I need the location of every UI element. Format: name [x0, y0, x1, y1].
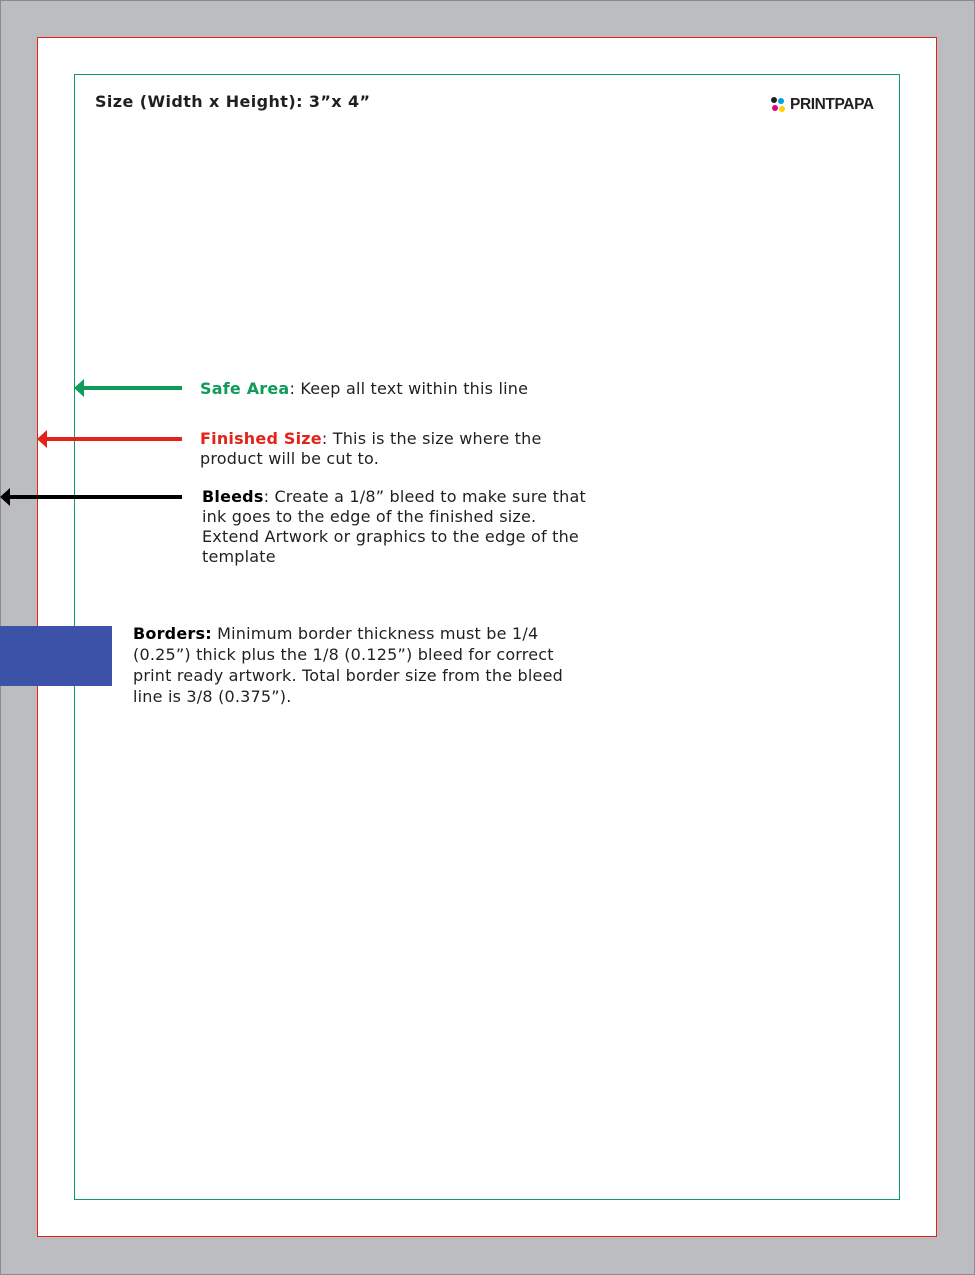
border-thickness-swatch [0, 626, 112, 686]
borders-key: Borders: [133, 624, 212, 643]
bleeds-note [202, 487, 592, 567]
finished-size-text: : This is the size where the product will be cut to. [200, 429, 542, 468]
borders-note [133, 623, 588, 707]
finished-size-arrow [37, 429, 184, 449]
bleeds-text: : Create a 1/8” bleed to make sure that ink goes to the edge of the finished size. Extend Artwork or graphics to the edge of the template [202, 487, 586, 566]
finished-size-note [200, 429, 570, 469]
safe-area-note [200, 379, 580, 399]
bleeds-key: Bleeds [202, 487, 264, 506]
safe-area-key: Safe Area [200, 379, 290, 398]
brand-name: PRINTPAPA [790, 96, 874, 113]
printpapa-logo [770, 94, 874, 116]
borders-text: Minimum border thickness must be 1/4 (0.25”) thick plus the 1/8 (0.125”) bleed for correct print ready artwork. Total border size from the bleed line is 3/8 (0.375”). [133, 624, 563, 706]
bleeds-arrow [0, 487, 184, 507]
printpapa-logo-icon [770, 96, 788, 114]
template-size-label: Size (Width x Height): 3”x 4” [95, 92, 371, 111]
finished-size-key: Finished Size [200, 429, 322, 448]
safe-area-arrow [74, 378, 184, 398]
safe-area-text: : Keep all text within this line [289, 379, 529, 398]
